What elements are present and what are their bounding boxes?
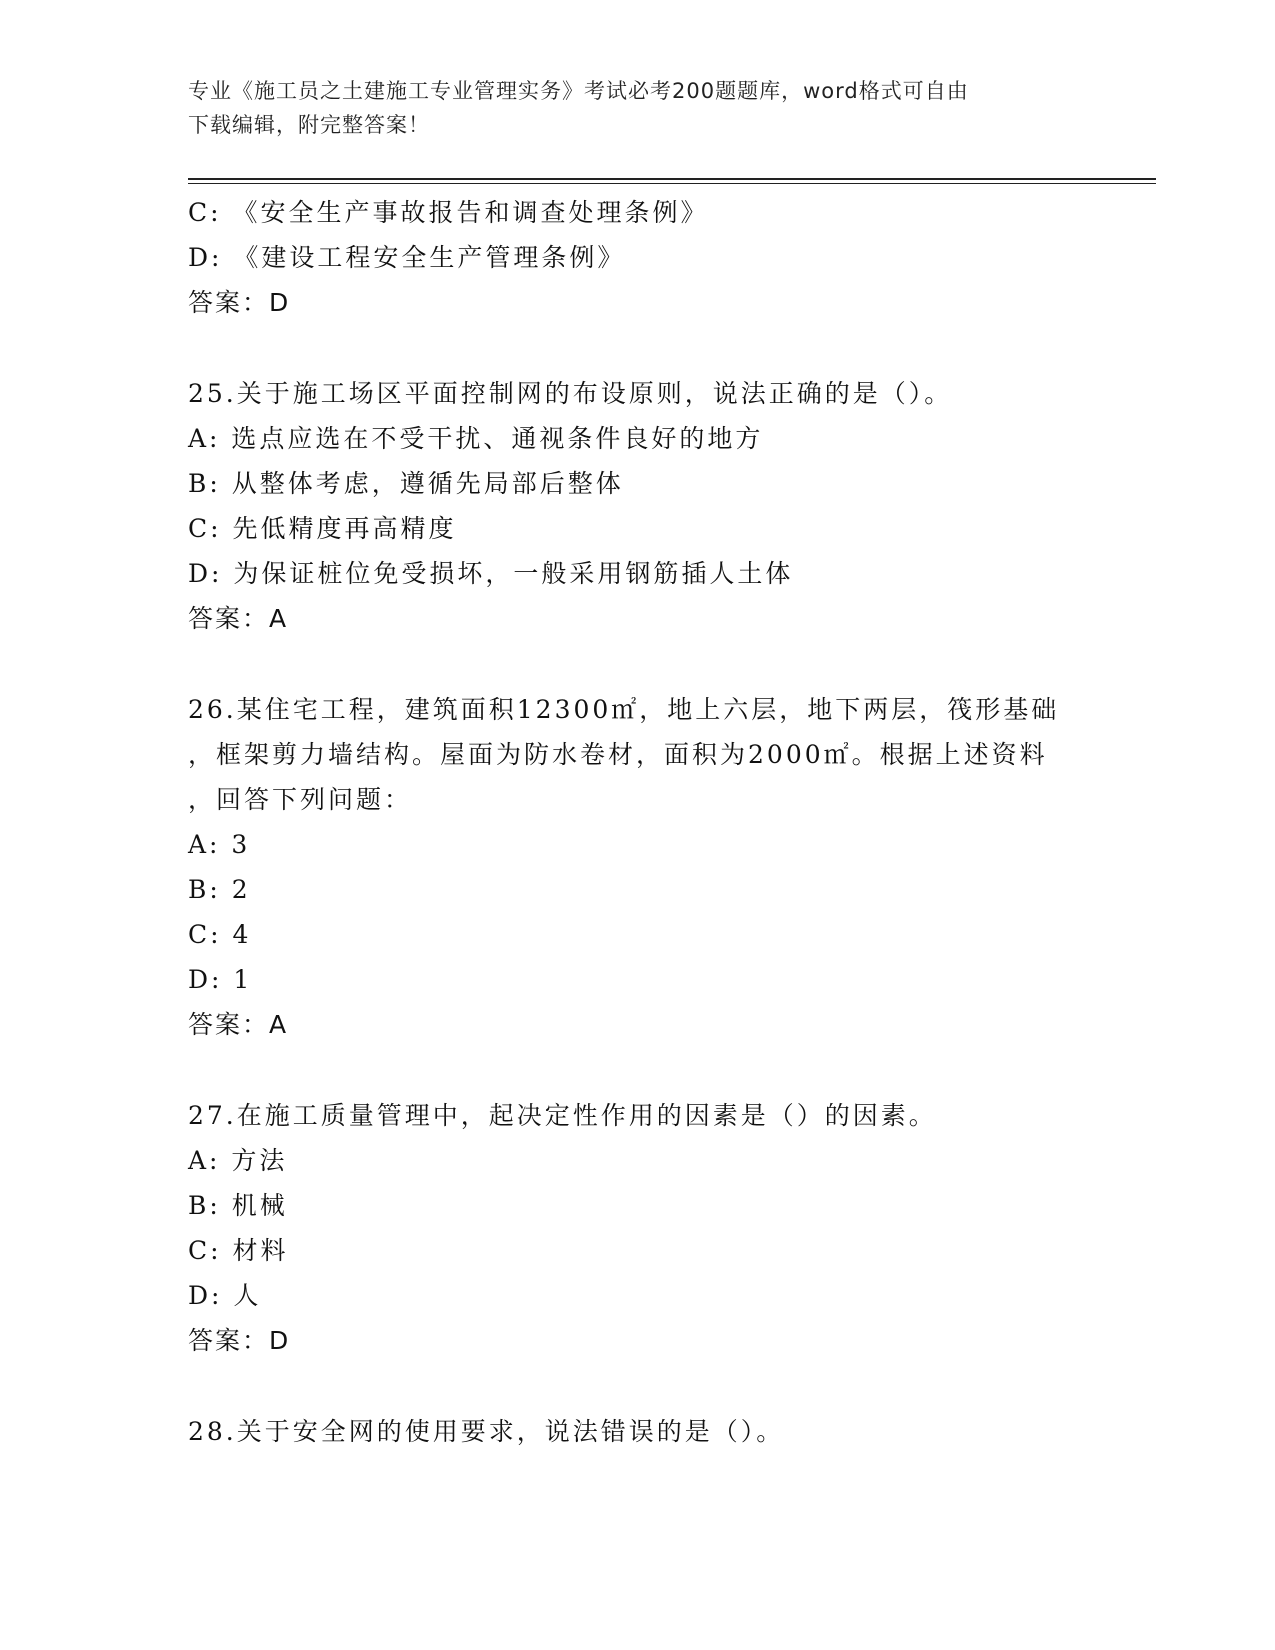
spacer [188,641,1068,687]
prev-question-block [188,190,1068,325]
question-stem-line-3: ，回答下列问题： [188,785,413,814]
header-line-2: 下载编辑，附完整答案！ [188,113,430,137]
answer: 答案：D [188,1326,291,1355]
spacer [188,1363,1068,1409]
question-26 [188,687,1068,1047]
option-b: B: 从整体考虑，遵循先局部后整体 [188,469,624,498]
document-header [188,74,1088,142]
question-28 [188,1409,1068,1454]
spacer [188,1047,1068,1093]
option-a: A: 选点应选在不受干扰、通视条件良好的地方 [188,424,764,453]
option-d: D: 人 [188,1281,262,1310]
option-b: B: 2 [188,875,251,904]
option-a: A: 3 [188,830,251,859]
question-stem: 27.在施工质量管理中，起决定性作用的因素是（）的因素。 [188,1101,937,1130]
option-c: C: 先低精度再高精度 [188,514,457,543]
question-stem-line-2: ，框架剪力墙结构。屋面为防水卷材，面积为2000㎡。根据上述资料 [188,740,1048,769]
option-d: D: 《建设工程安全生产管理条例》 [188,243,626,272]
option-c: C: 材料 [188,1236,289,1265]
question-stem-line-1: 26.某住宅工程，建筑面积12300㎡，地上六层，地下两层，筏形基础 [188,695,1060,724]
question-stem: 28.关于安全网的使用要求，说法错误的是（）。 [188,1417,785,1446]
question-27 [188,1093,1068,1363]
option-c: C: 4 [188,920,252,949]
answer: 答案：A [188,604,289,633]
option-d: D: 为保证桩位免受损坏，一般采用钢筋插人土体 [188,559,794,588]
question-25 [188,371,1068,641]
header-rule-thin [188,183,1156,184]
option-b: B: 机械 [188,1191,288,1220]
document-body [188,190,1068,1454]
answer: 答案：A [188,1010,289,1039]
answer: 答案：D [188,288,291,317]
option-a: A: 方法 [188,1146,288,1175]
question-stem: 25.关于施工场区平面控制网的布设原则，说法正确的是（）。 [188,379,953,408]
spacer [188,325,1068,371]
header-line-1: 专业《施工员之土建施工专业管理实务》考试必考200题题库，word格式可自由 [188,79,969,103]
header-rule-thick [188,178,1156,180]
option-c: C: 《安全生产事故报告和调查处理条例》 [188,198,709,227]
option-d: D: 1 [188,965,253,994]
